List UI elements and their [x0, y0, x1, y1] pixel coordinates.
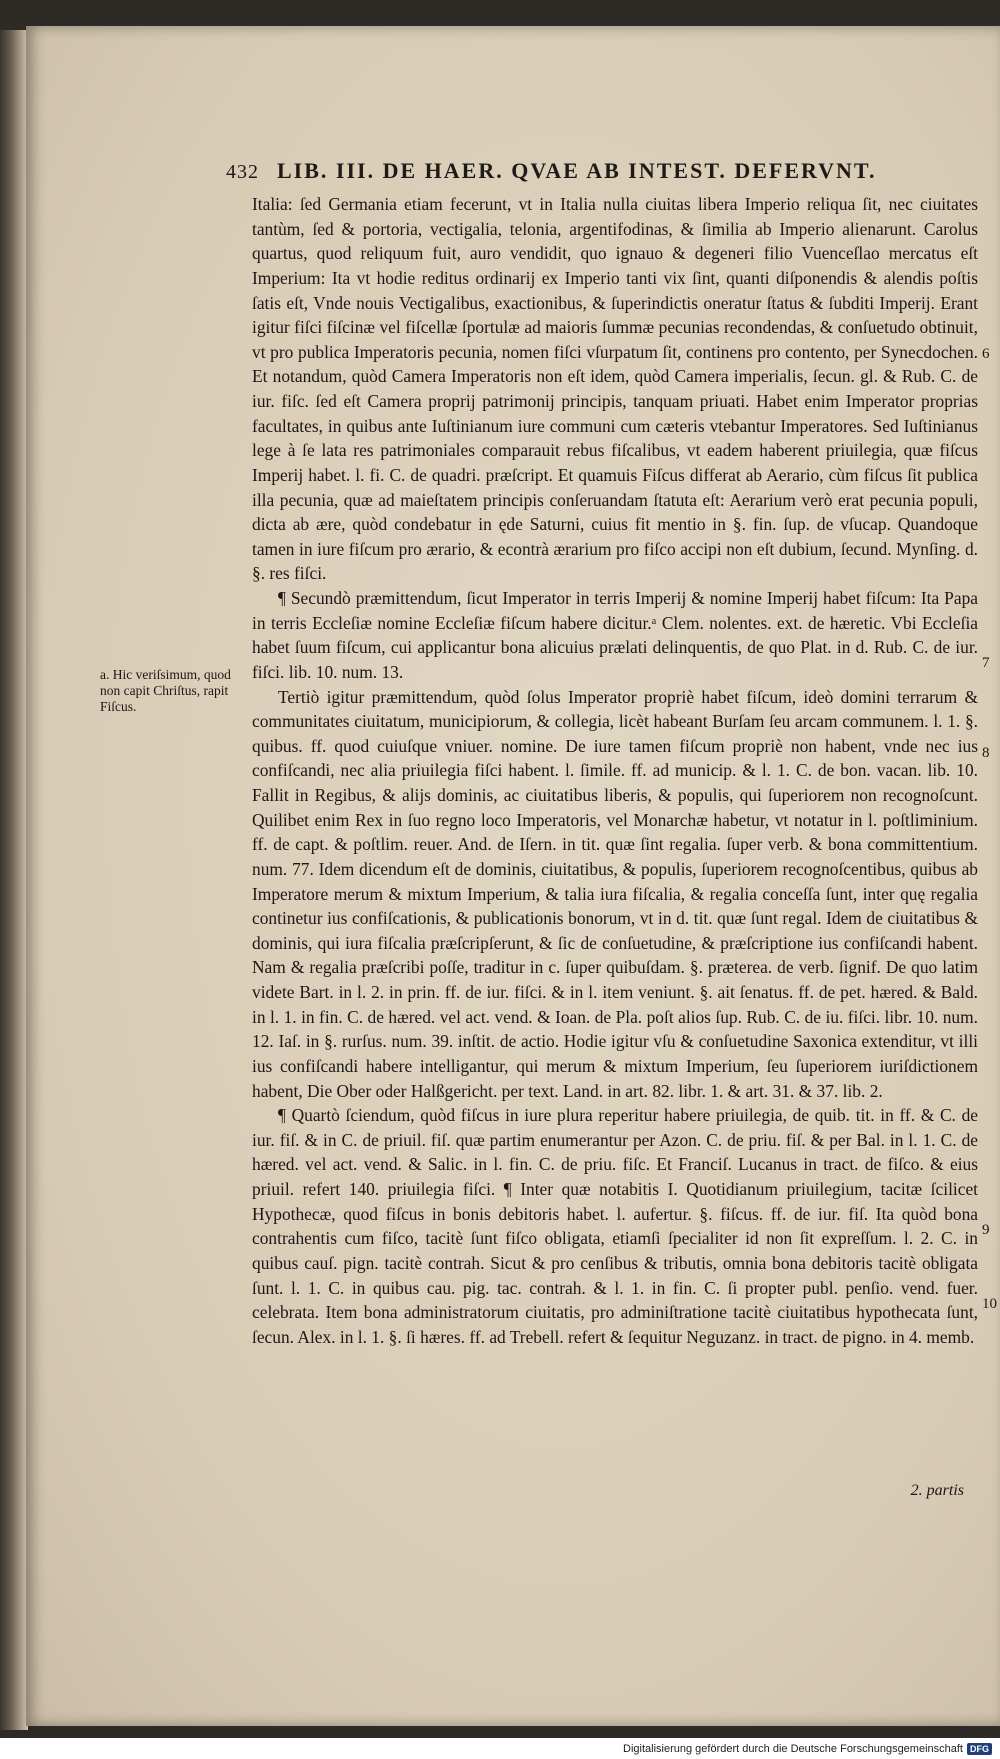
- running-head: [226, 158, 926, 184]
- catchword: 2. partis: [910, 1482, 964, 1499]
- margin-number: 8: [982, 745, 990, 761]
- running-head-title: LIB. III. DE HAER. QVAE AB INTEST. DEFERVNT.: [277, 158, 877, 183]
- dfg-logo-icon: DFG: [967, 1743, 992, 1755]
- paragraph-1: Italia: ſed Germania etiam fecerunt, vt in Italia nulla ciuitas libera Imperio reliqua ſit, nec ciuitates tantùm, ſed & portoria, vectigalia, telonia, argentifodinas, & ſimilia ab Imperio alienarunt. Carolus quartus, quod reliquum fuit, auro vendidit, quo ignauo & degeneri filio Vuenceſlao mercatus eſt Imperium: Ita vt hodie reditus ordinarij ex Imperio tanti vix ſint, quanti diſponendis & alendis poſtis ſatis eſt, Vnde nouis Vectigalibus, exactionibus, & ſuperindictis oneratur ſtatus & ſubditi Imperij. Erant igitur fiſci fiſcinæ vel fiſcellæ ſportulæ ad maioris ſummæ pecunias recondendas, & conſuetudo obtinuit, vt pro publica Imperatoris pecunia, nomen fiſci vſurpatum ſit, continens pro contento, per Synecdochen. Et notandum, quòd Camera Imperatoris non eſt idem, quòd Camera imperialis, ſecun. gl. & Rub. C. de iur. fiſc. ſed eſt Camera proprij patrimonij principis, tanquam priuati. Habet enim Imperator proprias facultates, in quibus ante Iuſtinianum iure communi cum cæteris vtebantur Imperatores. Sed Iuſtinianus lege à ſe lata res patrimoniales comparauit rebus fiſcalibus, vt eadem haberent priuilegia, quæ fiſcus Imperij habet. l. fi. C. de quadri. præſcript. Et quamuis Fiſcus differat ab Aerario, cùm fiſcus ſit publica illa pecunia, quæ ad maieſtatem principis conſeruandam ſtatuta eſt: Aerarium verò erat pecunia populi, dicta ab ære, quòd condebatur in ęde Saturni, cuius fit mentio in §. fin. ſup. de vſucap. Quandoque tamen in iure fiſcum pro ærario, & econtrà ærarium pro fiſco accipi non eſt dubium, ſecund. Mynſing. d. §. res fiſci.: [252, 194, 978, 584]
- book-edge: [0, 30, 28, 1730]
- paragraph-3: Tertiò igitur præmittendum, quòd ſolus Imperator propriè habet fiſcum, ideò domini terrarum & communitates ciuitatum, municipiorum, & collegia, licèt habeant Burſam ſeu arcam communem. l. 1. §. quibus. ff. quod cuiuſque vniuer. nomine. De iure tamen fiſcum propriè non habent, vnde nec ius confiſcandi, nec alia priuilegia fiſci habent. l. ſimile. ff. ad municip. & l. 1. C. de bon. vacan. lib. 10. Fallit in Regibus, & alijs dominis, ac ciuitatibus liberis, & populis, qui ſuperiorem non recognoſcunt. Quilibet enim Rex in ſuo regno loco Imperatoris, vel Monarchæ habetur, vt notatur in l. poſtliminium. ff. de capt. & poſtlim. reuer. And. de Iſern. in tit. quæ ſint regalia. ſuper verb. & bona committentium. num. 77. Idem dicendum eſt de dominis, ciuitatibus, & populis, ſuperiorem recognoſcentibus, quibus ab Imperatore merum & mixtum Imperium, & talia iura fiſcalia, & regalia conceſſa ſunt, inter quę regalia continetur ius confiſcationis, & publicationis bonorum, vt in d. tit. quæ ſunt regal. Idem de ciuitatibus & dominis, qui iura fiſcalia præſcripſerunt, & ſic de conſuetudine, & præſcriptione ius confiſcandi habent. Nam & regalia præſcribi poſſe, traditur in c. ſuper quibuſdam. §. præterea. de verb. ſignif. De quo latim videte Bart. in l. 2. in prin. ff. de iur. fiſci. & in l. item veniunt. §. ait ſenatus. ff. de pet. hæred. & Bald. in l. 1. in fin. C. de hæred. vel act. vend. & Ioan. de Pla. poſt alios ſup. Rub. C. de iu. fiſci. libr. 10. num. 12. Iaſ. in §. rurſus. num. 39. inſtit. de actio. Hodie igitur vſu & conſuetudine Saxonica extenditur, vt illi ius confiſcandi habere intelligantur, qui merum & mixtum Imperium, ſeu ſuperiorem iuriſdictionem habent, Die Ober oder Halßgericht. per text. Land. in art. 82. libr. 1. & art. 31. & 37. lib. 2.: [252, 686, 978, 1101]
- footer-text: Digitalisierung gefördert durch die Deutsche Forschungsgemeinschaft: [623, 1742, 963, 1755]
- footer-bar: [0, 1738, 1000, 1759]
- margin-number: 6: [982, 346, 990, 362]
- margin-number: 7: [982, 655, 990, 671]
- page-number: 432: [226, 161, 259, 183]
- margin-number: 10: [982, 1296, 997, 1312]
- main-text: [252, 192, 978, 1349]
- margin-number: 9: [982, 1222, 990, 1238]
- margin-note: a. Hic veriſsimum, quod non capit Chriſtus, rapit Fiſcus.: [100, 667, 231, 714]
- paragraph-4: ¶ Quartò ſciendum, quòd fiſcus in iure plura reperitur habere priuilegia, de quib. tit. in ff. & C. de iur. fiſ. & in C. de priuil. fiſ. quæ partim enumerantur per Azon. C. de priu. fiſ. & per Bal. in l. 1. C. de hæred. vel act. vend. & Salic. in l. fin. C. de priu. fiſc. Et Franciſ. Lucanus in tract. de fiſco. & eius priuil. refert 140. priuilegia fiſci. ¶ Inter quæ notabitis I. Quotidianum priuilegium, tacitæ ſcilicet Hypothecæ, quod fiſcus in bonis debitoris habet. l. aufertur. §. fiſcus. ff. de iur. fiſ. Ita quòd bona contrahentis cum fiſco, tacitè ſunt fiſco obligata, etiamſi ſpecialiter id non ſit expreſſum. l. 2. C. in quibus cauſ. pign. tacitè contrah. Sicut & pro cenſibus & tributis, omnia bona debitoris tacitè obligata ſunt. l. 1. C. in quibus cau. pig. tac. contrah. & l. 1. in fin. C. ſi propter publ. penſio. vend. fuer. celebrata. Item bona administratorum ciuitatis, pro adminiſtratione tacitè ciuitatibus hypothecata ſunt, ſecun. Alex. in l. 1. §. ſi hæres. ff. ad Trebell. refert & ſequitur Neguzanz. in tract. de pigno. in 4. memb.: [252, 1105, 978, 1347]
- paragraph-2: ¶ Secundò præmittendum, ſicut Imperator in terris Imperij & nomine Imperij habet fiſcum: Ita Papa in terris Eccleſiæ nomine Eccleſiæ fiſcum habere dicitur.ᵃ Clem. nolentes. ext. de hæretic. Vbi Eccleſia habet ſuum fiſcum, cui applicantur bona alicuius prælati delinquentis, de quo Plat. in d. Rub. C. de iur. fiſci. lib. 10. num. 13.: [252, 588, 978, 682]
